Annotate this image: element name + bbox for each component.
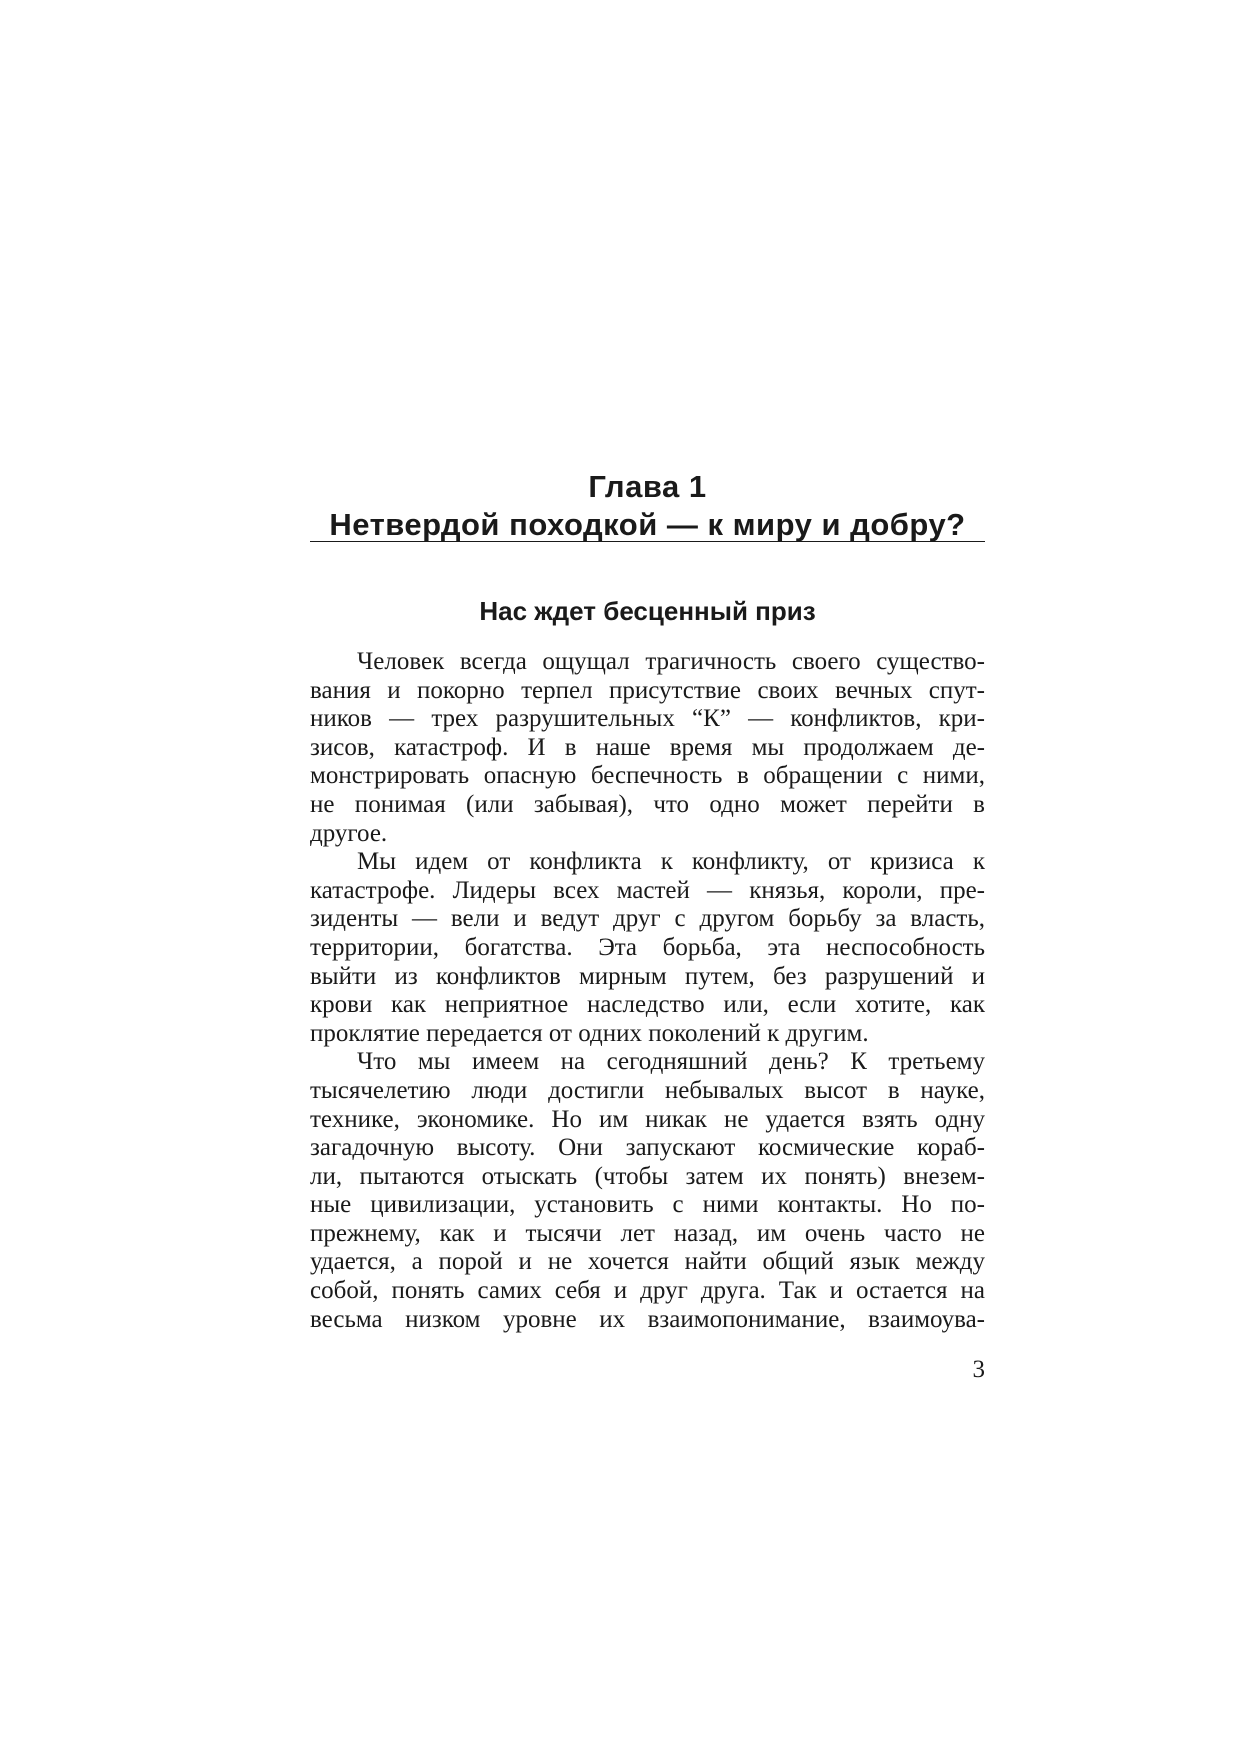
chapter-divider (310, 541, 985, 542)
text-line: не понимая (или забывая), что одно может перейти в (310, 790, 985, 818)
text-line: зиденты — вели и ведут друг с другом борьбу за власть, (310, 905, 985, 933)
text-line: удается, а порой и не хочется найти общий язык между (310, 1248, 985, 1276)
text-line: проклятие передается от одних поколений к другим. (310, 1019, 869, 1047)
section-title: Нас ждет бесценный приз (479, 596, 816, 626)
chapter-number: Глава 1 (588, 469, 707, 504)
page-number: 3 (972, 1356, 985, 1383)
text-line: собой, понять самих себя и друг друга. Так и остается на (310, 1277, 985, 1305)
text-line: тысячелетию люди достигли небывалых высот в науке, (310, 1076, 985, 1104)
chapter-header (310, 468, 985, 544)
text-line: зисов, катастроф. И в наше время мы продолжаем де- (310, 733, 985, 761)
text-line: монстрировать опасную беспечность в обращении с ними, (310, 762, 985, 790)
text-line: технике, экономике. Но им никак не удается взять одну (310, 1105, 985, 1133)
text-line: вания и покорно терпел присутствие своих вечных спут- (310, 676, 985, 704)
text-line: крови как неприятное наследство или, если хотите, как (310, 991, 985, 1019)
text-line: Человек всегда ощущал трагичность своего существо- (357, 648, 985, 675)
text-line: Что мы имеем на сегодняшний день? К третьему (357, 1048, 985, 1076)
text-line: катастрофе. Лидеры всех мастей — князья, короли, пре- (310, 876, 985, 904)
text-line: ные цивилизации, установить с ними контакты. Но по- (310, 1191, 985, 1219)
text-line: другое. (310, 819, 388, 847)
text-line: ли, пытаются отыскать (чтобы затем их понять) внезем- (310, 1162, 985, 1190)
text-line: ников — трех разрушительных “К” — конфликтов, кри- (310, 705, 985, 733)
text-line: прежнему, как и тысячи лет назад, им очень часто не (310, 1219, 985, 1247)
text-line: загадочную высоту. Они запускают космические кораб- (310, 1134, 985, 1162)
text-line: весьма низком уровне их взаимопонимание, взаимоува- (310, 1305, 985, 1333)
text-line: Мы идем от конфликта к конфликту, от кризиса к (357, 848, 985, 876)
text-line: выйти из конфликтов мирным путем, без разрушений и (310, 962, 985, 990)
text-line: территории, богатства. Эта борьба, эта неспособность (310, 933, 985, 961)
chapter-title: Нетвердой походкой — к миру и добру? (329, 507, 966, 542)
body-text (310, 648, 985, 1334)
